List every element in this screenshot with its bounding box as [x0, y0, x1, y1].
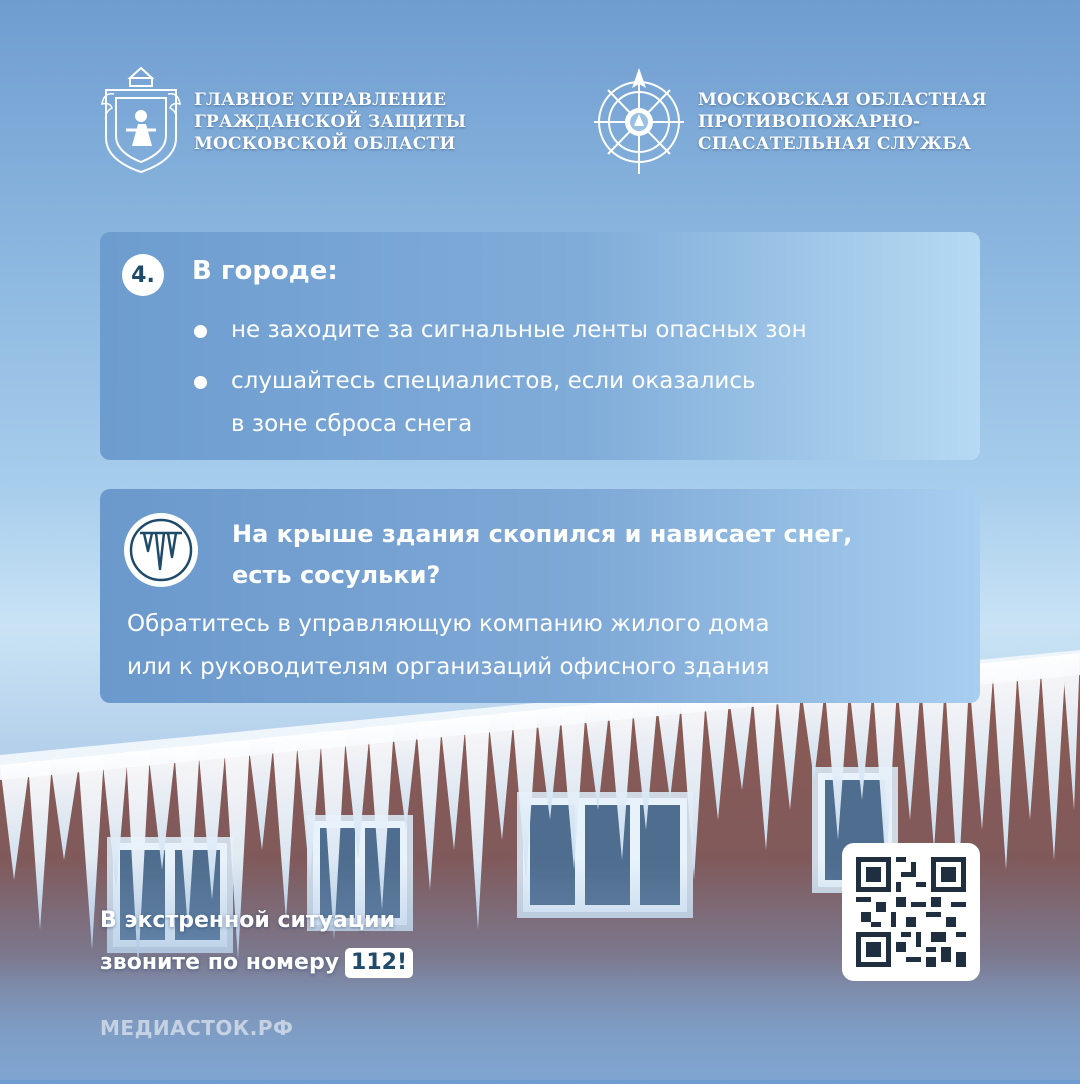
card1-heading: В городе:: [192, 256, 338, 286]
bullet-text: в зоне сброса снега: [231, 411, 473, 437]
right-org-line-1: МОСКОВСКАЯ ОБЛАСТНАЯ: [698, 90, 987, 110]
qr-code-icon[interactable]: [842, 843, 980, 981]
bullet-text: слушайтесь специалистов, если оказались: [231, 368, 756, 394]
list-item: [194, 309, 807, 352]
icicles-advice-card: [100, 489, 980, 703]
left-org-line-3: МОСКОВСКОЙ ОБЛАСТИ: [194, 134, 456, 154]
emergency-call-text: [100, 900, 413, 984]
bullet-icon: [194, 325, 207, 338]
moscow-oblast-coat-of-arms-icon: [100, 64, 182, 180]
card2-body-line-2: или к руководителям организаций офисного здания: [127, 654, 770, 680]
card2-body-line-1: Обратитесь в управляющую компанию жилого дома: [127, 611, 770, 637]
bullet-text: не заходите за сигнальные ленты опасных зон: [231, 317, 807, 343]
site-watermark: МЕДИАСТОК.РФ: [100, 1016, 294, 1040]
right-org-line-3: СПАСАТЕЛЬНАЯ СЛУЖБА: [698, 134, 972, 154]
bullet-icon: [194, 376, 207, 389]
mopss-logo: [594, 66, 987, 178]
emergency-line-2: звоните по номеру: [100, 950, 340, 975]
left-org-line-2: ГРАЖДАНСКОЙ ЗАЩИТЫ: [194, 112, 467, 132]
city-tips-card: [100, 232, 980, 460]
step-number-badge: 4.: [122, 254, 164, 296]
card2-title-line-2: есть сосульки?: [232, 561, 441, 589]
icicles-icon: [124, 513, 198, 587]
emergency-line-1: В экстренной ситуации: [100, 908, 395, 933]
left-org-line-1: ГЛАВНОЕ УПРАВЛЕНИЕ: [194, 90, 447, 110]
fire-rescue-service-emblem-icon: [594, 64, 684, 180]
emergency-number-badge: 112!: [345, 948, 413, 978]
right-org-line-2: ПРОТИВОПОЖАРНО-: [698, 112, 921, 132]
gu-gz-logo: [100, 66, 466, 178]
list-item: [194, 360, 756, 446]
card2-title-line-1: На крыше здания скопился и нависает снег,: [232, 520, 853, 548]
